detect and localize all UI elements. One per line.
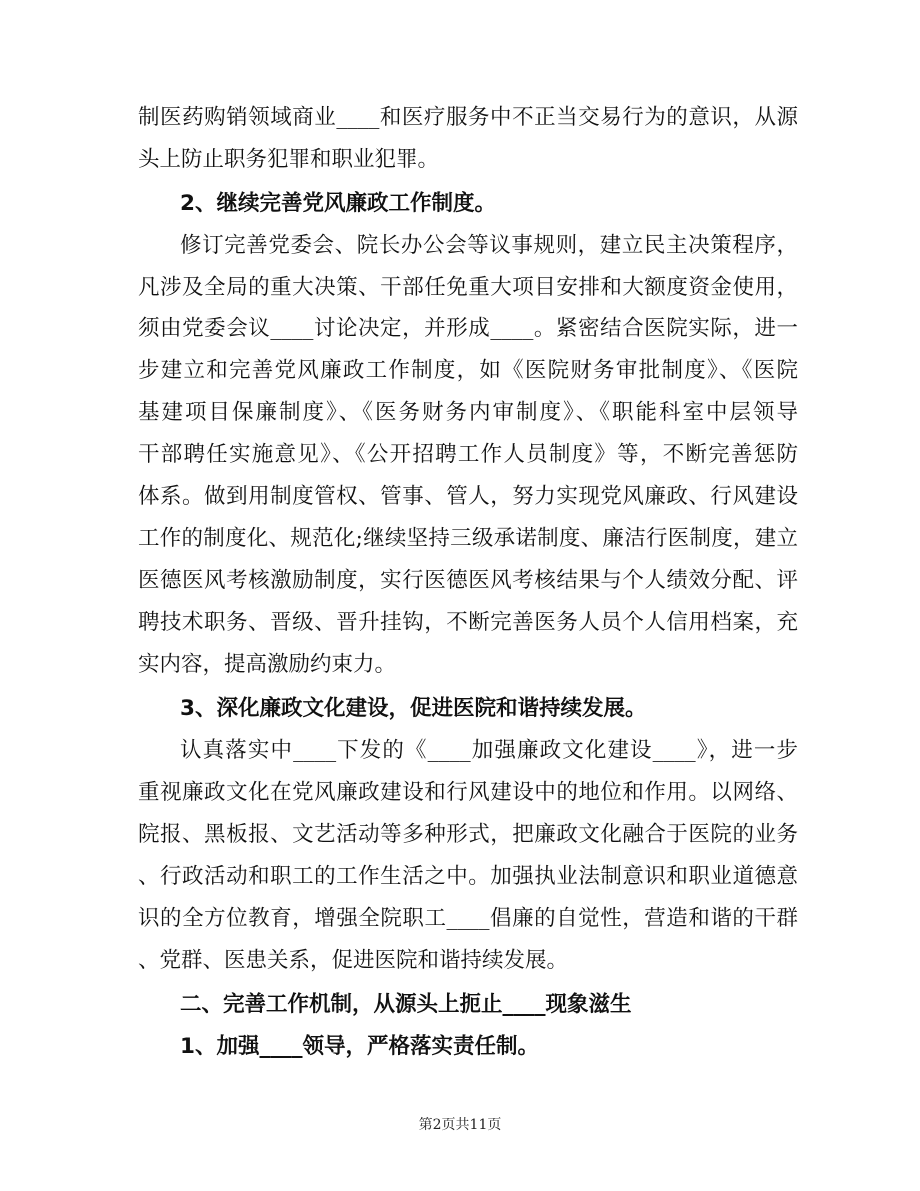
section-heading: 3、深化廉政文化建设，促进医院和谐持续发展。 bbox=[180, 696, 647, 721]
paragraph-line: 修订完善党委会、院长办公会等议事规则，建立民主决策程序， bbox=[180, 233, 798, 258]
paragraph-line: 头上防止职务犯罪和职业犯罪。 bbox=[138, 147, 440, 172]
paragraph-line: 须由党委会议____讨论决定，并形成____。紧密结合医院实际，进一 bbox=[138, 316, 798, 341]
paragraph-line: 实内容，提高激励约束力。 bbox=[138, 652, 397, 677]
paragraph-line: 制医药购销领域商业____和医疗服务中不正当交易行为的意识，从源 bbox=[138, 105, 798, 130]
paragraph-line: 医德医风考核激励制度，实行医德医风考核结果与个人绩效分配、评 bbox=[138, 568, 798, 593]
paragraph-line: 院报、黑板报、文艺活动等多种形式，把廉政文化融合于医院的业务 bbox=[138, 822, 798, 847]
section-heading: 1、加强____领导，严格落实责任制。 bbox=[180, 1034, 539, 1059]
paragraph-line: 、党群、医患关系，促进医院和谐持续发展。 bbox=[138, 948, 569, 973]
paragraph-line: 重视廉政文化在党风廉政建设和行风建设中的地位和作用。以网络、 bbox=[138, 780, 798, 805]
paragraph-line: 干部聘任实施意见》、《公开招聘工作人员制度》等，不断完善惩防 bbox=[138, 442, 798, 467]
paragraph-line: 、行政活动和职工的工作生活之中。加强执业法制意识和职业道德意 bbox=[138, 864, 798, 889]
paragraph-line: 认真落实中____下发的《____加强廉政文化建设____》，进一步 bbox=[180, 738, 798, 763]
paragraph-line: 体系。做到用制度管权、管事、管人，努力实现党风廉政、行风建设 bbox=[138, 484, 798, 509]
paragraph-line: 基建项目保廉制度》、《医务财务内审制度》、《职能科室中层领导 bbox=[138, 400, 798, 425]
paragraph-line: 识的全方位教育，增强全院职工____倡廉的自觉性，营造和谐的干群 bbox=[138, 906, 798, 931]
paragraph-line: 凡涉及全局的重大决策、干部任免重大项目安排和大额度资金使用， bbox=[138, 275, 798, 300]
paragraph-line: 步建立和完善党风廉政工作制度，如《医院财务审批制度》、《医院 bbox=[138, 358, 798, 383]
page-number: 第2页共11页 bbox=[418, 1117, 502, 1133]
section-heading: 2、继续完善党风廉政工作制度。 bbox=[180, 191, 496, 216]
section-heading: 二、完善工作机制，从源头上扼止____现象滋生 bbox=[180, 992, 632, 1017]
paragraph-line: 聘技术职务、晋级、晋升挂钩，不断完善医务人员个人信用档案，充 bbox=[138, 610, 798, 635]
paragraph-line: 工作的制度化、规范化;继续坚持三级承诺制度、廉洁行医制度，建立 bbox=[138, 526, 798, 551]
